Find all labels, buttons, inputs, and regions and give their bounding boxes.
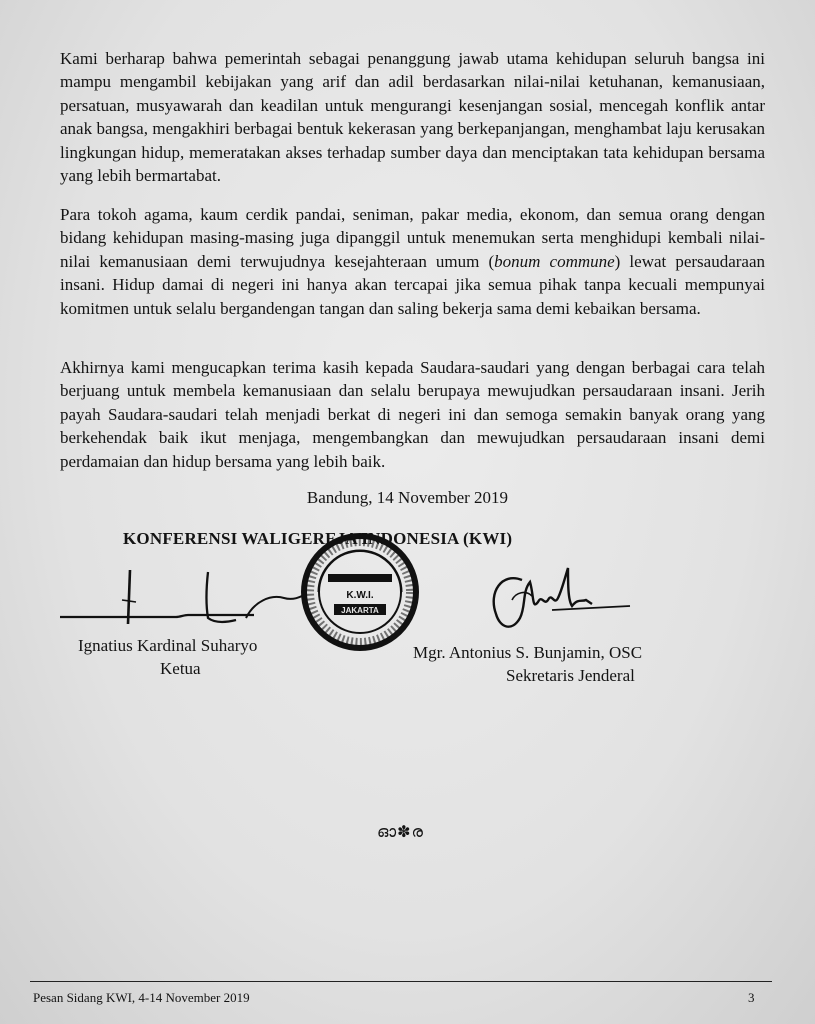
organization-name: KONFERENSI WALIGEREJA INDONESIA (KWI): [123, 529, 513, 548]
footer-divider: [30, 981, 772, 982]
paragraph-2-text-b: ) lewat persaudaraan insani. Hidup damai di negeri ini hanya akan tercapai jika semua pihak tanpa kecuali mempunyai komitmen untuk selalu bergandengan tangan dan saling bekerja sama demi kebaikan bersama.: [60, 251, 766, 318]
paragraph-3: Akhirnya kami mengucapkan terima kasih kepada Saudara-saudari yang dengan berbagai cara telah berjuang untuk membela kemanusiaan dan selalu berupaya mewujudkan persaudaraan insani. Jerih payah Saudara-saudari telah menjadi berkat di negeri ini dan semoga semakin banyak orang yang berkehendak baik ikut menjaga, mengembangkan dan mewujudkan persaudaraan insani demi perdamaian dan hidup bersama yang lebih baik.: [60, 358, 765, 471]
right-signatory-role: Sekretaris Jenderal: [506, 666, 635, 685]
left-signatory-role: Ketua: [160, 659, 201, 678]
place-and-date: Bandung, 14 November 2019: [306, 488, 509, 507]
paragraph-2: [60, 203, 765, 320]
kwi-seal-stamp: [300, 532, 420, 652]
footer-title: Pesan Sidang KWI, 4-14 November 2019: [33, 990, 250, 1005]
signature-right-image: [482, 562, 632, 642]
left-signatory-name: Ignatius Kardinal Suharyo: [78, 636, 258, 655]
svg-text:JAKARTA: JAKARTA: [341, 606, 379, 615]
paragraph-1: Kami berharap bahwa pemerintah sebagai penanggung jawab utama kehidupan seluruh bangsa ini mampu mengambil kebijakan yang arif dan adil berdasarkan nilai-nilai ketuhanan, kemanusiaan, persatuan, musyawarah dan keadilan untuk mengurangi kesenjangan sosial, mencegah konflik antar anak bangsa, mengakhiri berbagai bentuk kekerasan yang berkepanjangan, menghambat laju kerusakan lingkungan hidup, memeratakan akses terhadap sumber daya dan menciptakan tata kehidupan bersama yang lebih bermartabat.: [60, 49, 765, 186]
right-signatory-name: Mgr. Antonius S. Bunjamin, OSC: [413, 643, 643, 662]
paragraph-2-text-a: Para tokoh agama, kaum cerdik pandai, seniman, pakar media, ekonom, dan semua orang dengan bidang kehidupan masing-masing juga dipanggil untuk menemukan serta menghidupi kembali nilai-nilai kemanusiaan demi terwujudnya kesejahteraan umum (: [60, 205, 765, 271]
svg-text:K.W.I.: K.W.I.: [346, 590, 374, 601]
closing-ornament: ഓ✽ര: [377, 822, 424, 841]
page-number: 3: [748, 990, 755, 1005]
signature-left-image: [58, 566, 308, 634]
paragraph-2-italic-term: bonum commune: [494, 251, 615, 271]
